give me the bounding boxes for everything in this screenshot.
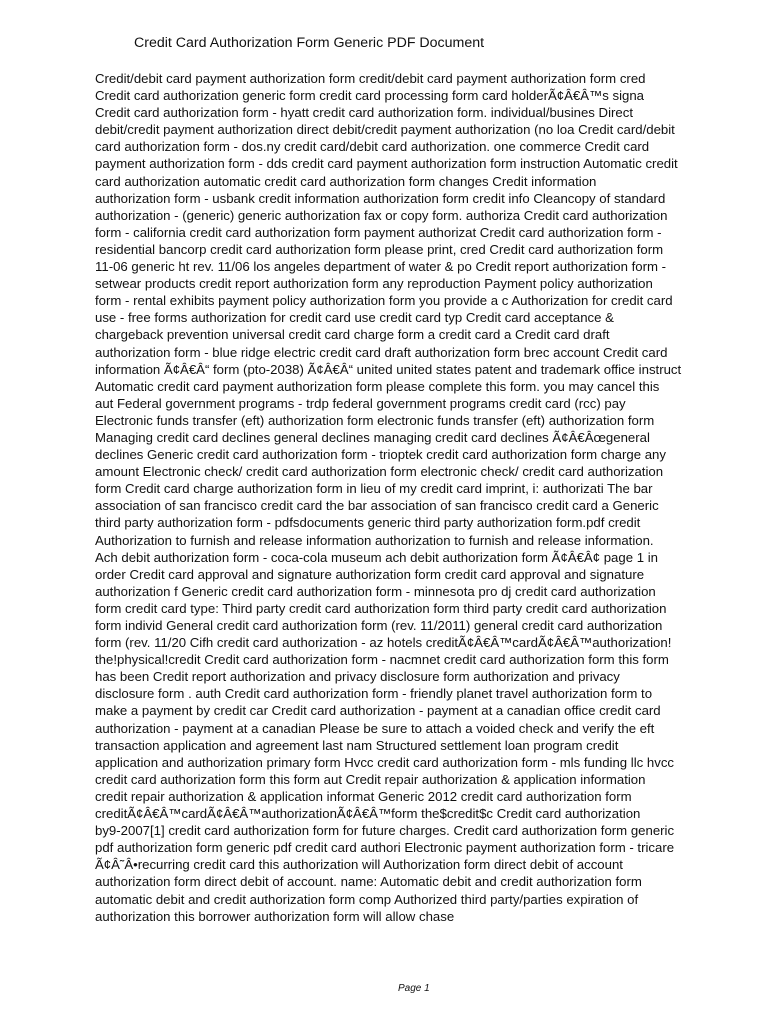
body-text-line: authorization this borrower authorization form will allow chase (95, 908, 455, 924)
body-text-line: Ach debit authorization form - coca-cola museum ach debit authorization form Ã¢Â€Â¢ page 1 in (95, 549, 658, 565)
body-text-line: debit/credit payment authorization direct debit/credit payment authorization (no loa Credit card/debit (95, 122, 675, 138)
body-text-line: use - free forms authorization for credit card use credit card typ Credit card acceptance & (95, 310, 614, 326)
body-text-line: make a payment by credit car Credit card authorization - payment at a canadian office credit card (95, 703, 661, 719)
body-text-line: form individ General credit card authorization form (rev. 11/2011) general credit card authorization (95, 618, 663, 633)
body-text-line: the!physical!credit Credit card authorization form - nacmnet credit card authorization form this form (95, 652, 669, 668)
body-text-line: chargeback prevention universal credit card charge form a credit card a Credit card draft (95, 327, 610, 343)
body-text-line: 11-06 generic ht rev. 11/06 los angeles department of water & po Credit report authorization form - (95, 259, 667, 275)
body-text-line: credit repair authorization & application informat Generic 2012 credit card authorization form (95, 788, 632, 804)
body-text-line: form - rental exhibits payment policy authorization form you provide a c Authorization for credit card (95, 293, 673, 309)
body-text-line: card authorization form - dos.ny credit card/debit card authorization. one commerce Credit card (95, 139, 650, 155)
body-text-line: creditÃ¢Â€Â™cardÃ¢Â€Â™authorizationÃ¢Â€Â™form the$credit$c Credit card authorization (95, 806, 641, 822)
body-text-line: has been Credit report authorization and privacy disclosure form authorization and privacy (95, 669, 620, 685)
body-text-line: Automatic credit card payment authorization form please complete this form. you may cancel this (95, 378, 660, 394)
body-text-line: Credit card authorization generic form credit card processing form card holderÃ¢Â€Â™s signa (95, 88, 645, 104)
body-text-line: authorization - (generic) generic authorization fax or copy form. authoriza Credit card authorization (95, 207, 668, 223)
body-text-line: transaction application and agreement last nam Structured settlement loan program credit (95, 737, 619, 753)
body-text-line: credit card authorization form this form aut Credit repair authorization & application information (95, 771, 646, 787)
body-text-line: authorization - payment at a canadian Please be sure to attach a voided check and verify the eft (95, 720, 655, 736)
body-text-line: form credit card type: Third party credit card authorization form third party credit card authorization (95, 600, 667, 616)
body-text-line: aut Federal government programs - trdp federal government programs credit card (rcc) pay (95, 395, 626, 411)
body-text-line: Electronic funds transfer (eft) authorization form electronic funds transfer (eft) authorization form (95, 412, 655, 428)
body-text-line: authorization form - usbank credit information authorization form credit info Cleancopy of standard (95, 190, 666, 206)
body-text-line: Credit/debit card payment authorization form credit/debit card payment authorization form cred (95, 71, 646, 86)
body-text-line: order Credit card approval and signature authorization form credit card approval and signature (95, 566, 645, 582)
page-number: Page 1 (398, 983, 430, 994)
body-text-line: third party authorization form - pdfsdocuments generic third party authorization form.pdf credit (95, 515, 641, 531)
document-body (95, 70, 745, 925)
body-text-line: residential bancorp credit card authorization form please print, cred Credit card authorization form (95, 241, 664, 257)
body-text-line: form (rev. 11/20 Cifh credit card authorization - az hotels creditÃ¢Â€Â™cardÃ¢Â€Â™authorization! (95, 635, 672, 651)
body-text-line: payment authorization form - dds credit card payment authorization form instruction Automatic credit (95, 156, 678, 172)
body-text-line: setwear products credit report authorization form any reproduction Payment policy authorization (95, 276, 653, 292)
body-text-line: disclosure form . auth Credit card authorization form - friendly planet travel authorization form to (95, 686, 653, 702)
body-text-line: pdf authorization form generic pdf credit card authori Electronic payment authorization form - tricare (95, 840, 675, 856)
body-text-line: authorization form - blue ridge electric credit card draft authorization form brec account Credit card (95, 344, 668, 360)
body-text-line: form Credit card charge authorization form in lieu of my credit card imprint, i: authorizati The bar (95, 481, 653, 497)
body-text-line: declines Generic credit card authorization form - trioptek credit card authorization form charge any (95, 447, 666, 463)
body-text-line: amount Electronic check/ credit card authorization form electronic check/ credit card authorization (95, 464, 664, 480)
body-text-line: association of san francisco credit card the bar association of san francisco credit card a Generic (95, 498, 659, 514)
body-text-line: authorization form direct debit of account. name: Automatic debit and credit authorization form (95, 874, 642, 890)
body-text-line: form - california credit card authorization form payment authorizat Credit card authorization form - (95, 224, 662, 240)
body-text-line: authorization f Generic credit card authorization form - minnesota pro dj credit card authorization (95, 583, 656, 599)
body-text-line: Authorization to furnish and release information authorization to furnish and release information. (95, 532, 654, 548)
body-text-line: card authorization automatic credit card authorization form changes Credit information (95, 173, 597, 189)
body-text-line: automatic debit and credit authorization form comp Authorized third party/parties expiration of (95, 891, 639, 907)
body-text-line: Credit card authorization form - hyatt credit card authorization form. individual/busines Direct (95, 105, 633, 121)
body-text-line: Managing credit card declines general declines managing credit card declines Ã¢Â€Âœgeneral (95, 429, 650, 445)
body-text-line: application and authorization primary form Hvcc credit card authorization form - mls funding llc hvcc (95, 754, 675, 770)
body-text-line: by9-2007[1] credit card authorization form for future charges. Credit card authorization form generic (95, 823, 675, 839)
body-text-line: information Ã¢Â€Â“ form (pto-2038) Ã¢Â€Â“ united united states patent and trademark office instruct (95, 361, 682, 377)
document-title: Credit Card Authorization Form Generic PDF Document (134, 35, 485, 51)
body-text-line: Ã¢Â˜Â•recurring credit card this authorization will Authorization form direct debit of account (95, 857, 623, 873)
